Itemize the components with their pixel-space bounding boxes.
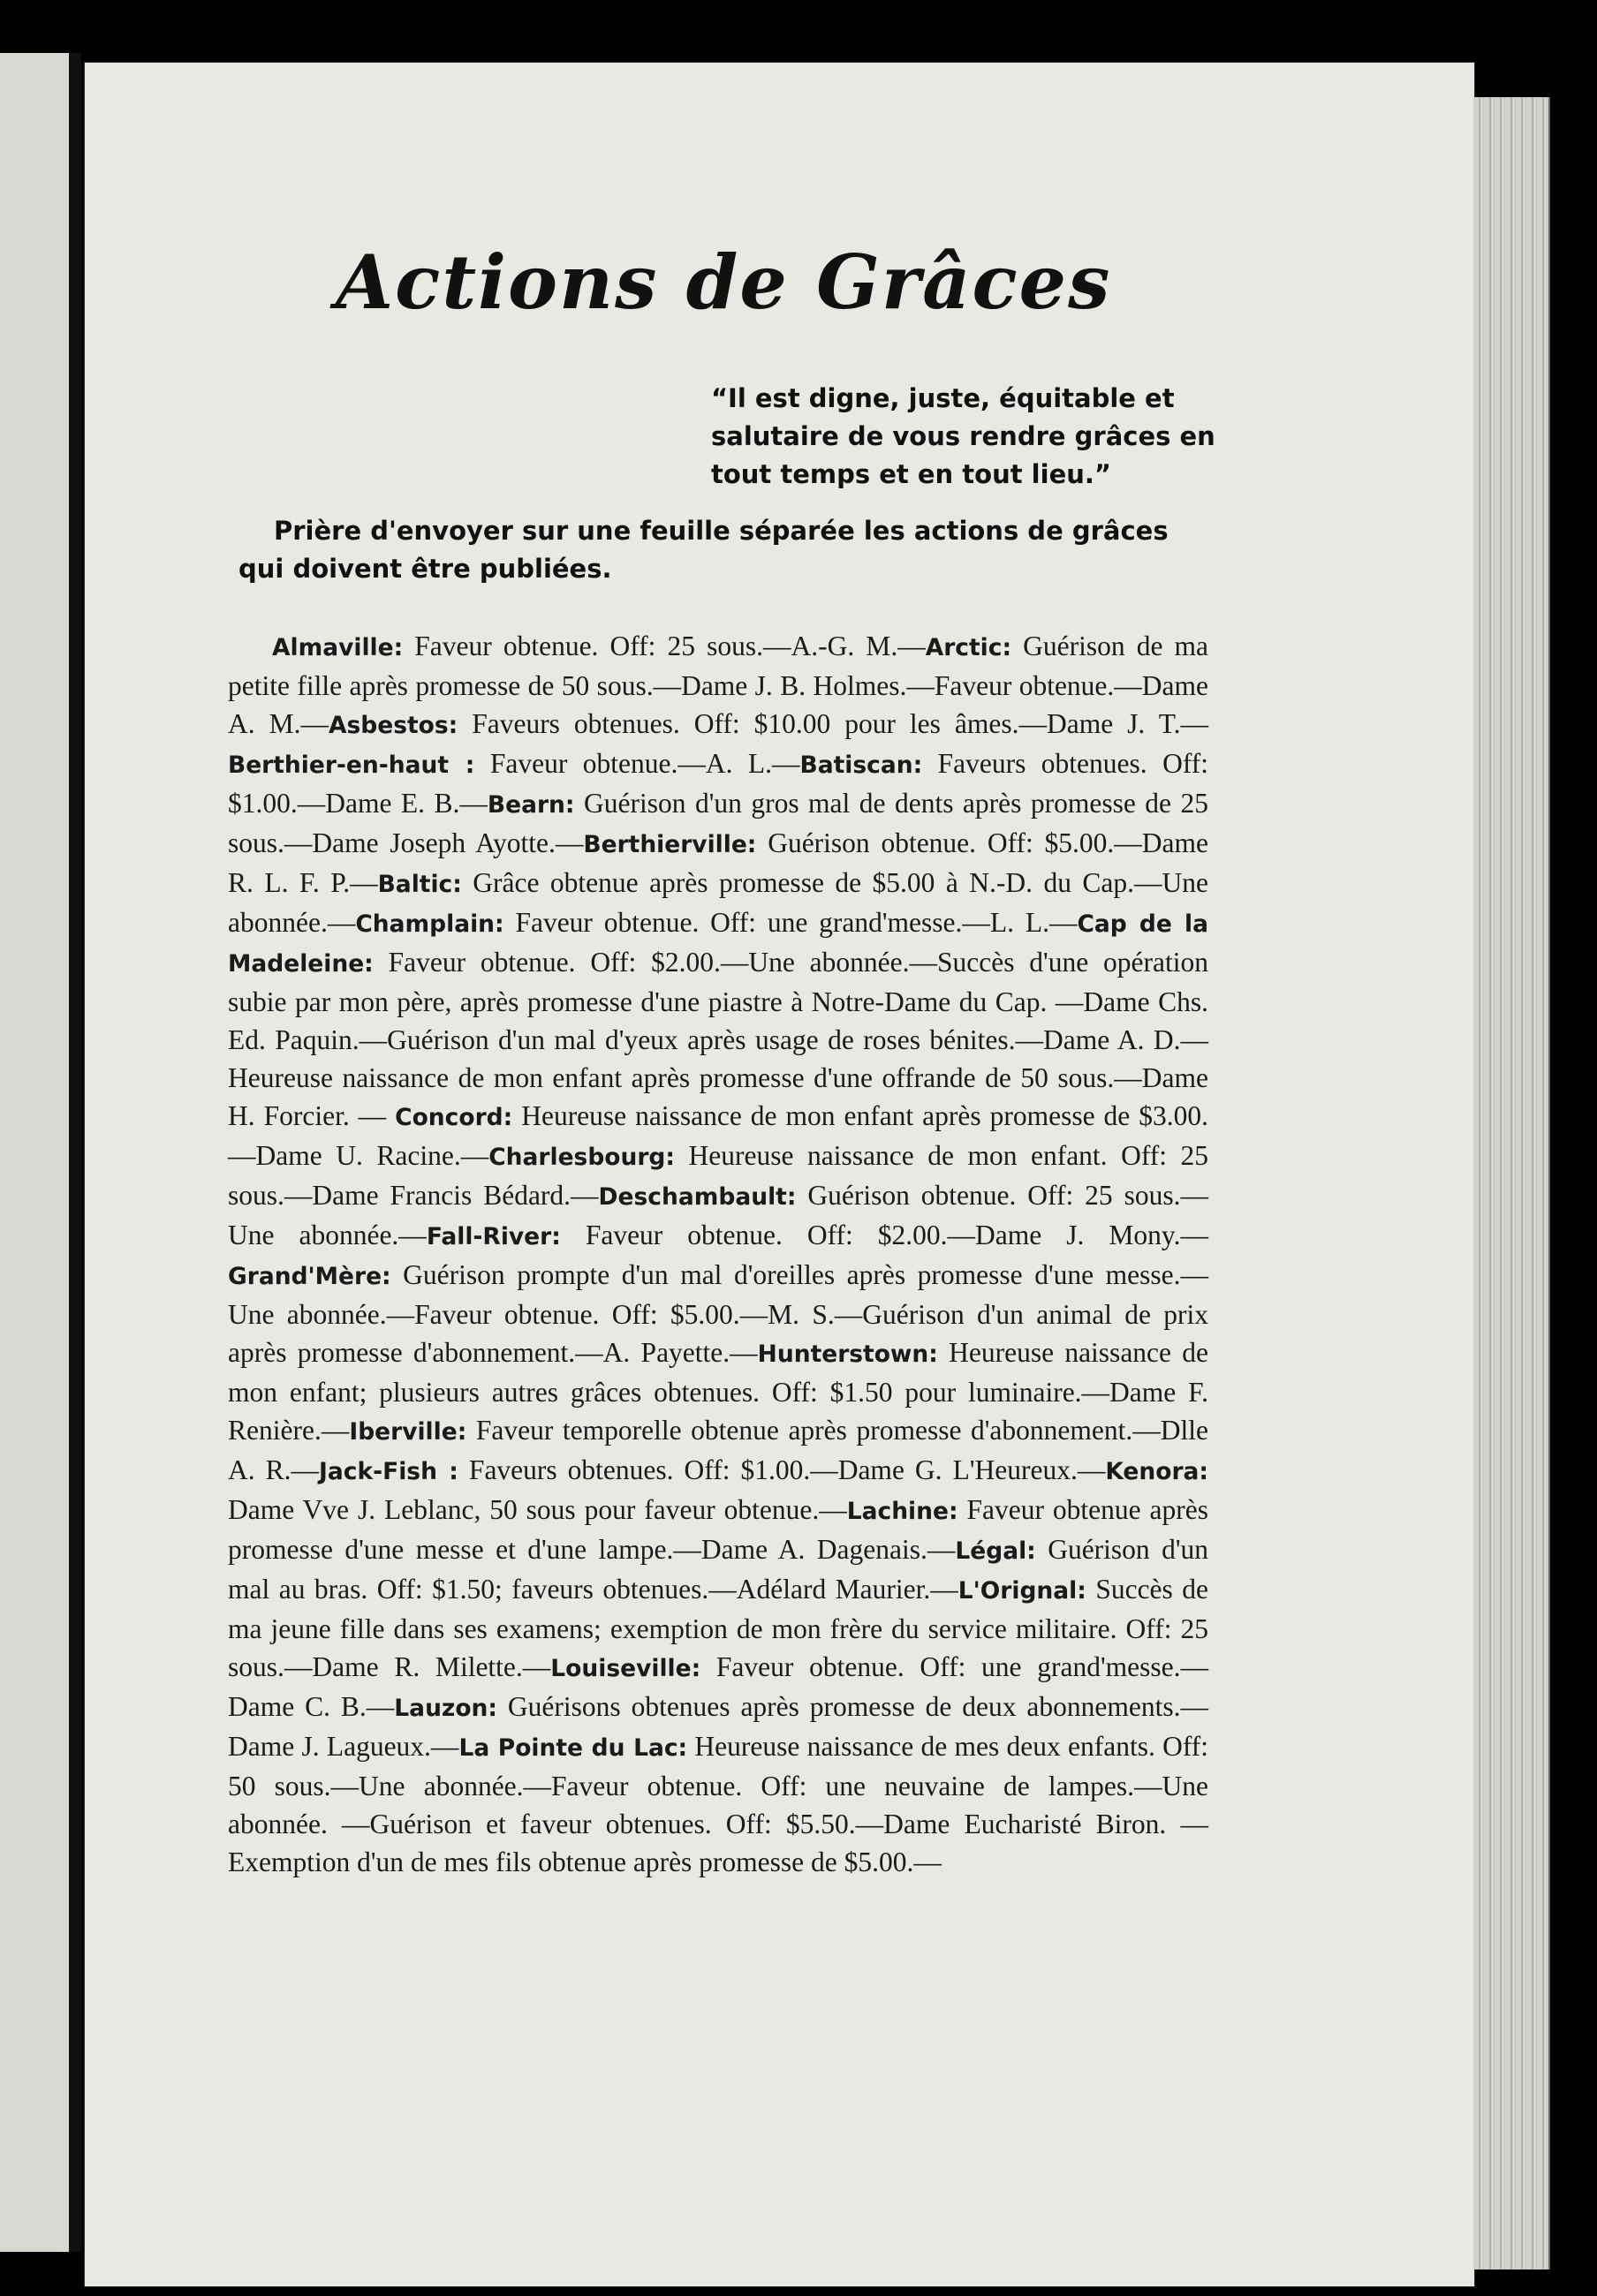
entry-text: Faveur obtenue. Off: une grand'messe.—L. L.— (503, 907, 1078, 938)
entry-place: Asbestos: (328, 712, 458, 739)
epigraph-quote: “Il est digne, juste, équitable et salutaire de vous rendre grâces en tout temps et en tout lieu.” (711, 383, 1215, 489)
entry-place: Grand'Mère: (228, 1263, 391, 1290)
entry-place: Légal: (955, 1537, 1036, 1565)
entry-place: Lachine: (846, 1498, 958, 1525)
entry-place: Batiscan: (799, 751, 923, 779)
entry-text: Heureuse naissance de mon enfant. Off: 25 sous.—Dame Francis Bédard.— (228, 1140, 1209, 1211)
entry-place: Arctic: (925, 634, 1012, 661)
entry-text: Guérisons obtenues après promesse de deux abonnements.—Dame J. Lagueux.— (228, 1691, 1209, 1762)
entry-text: Heureuse naissance de mon enfant après promesse de $3.00. —Dame U. Racine.— (228, 1100, 1208, 1171)
entry-place: Deschambault: (598, 1183, 797, 1211)
entry-place: Iberville: (349, 1418, 467, 1446)
entry-text: Guérison prompte d'un mal d'oreilles après promesse d'une messe.—Une abonnée.—Faveur obtenue. Off: $5.00.—M. S.—Guérison d'un animal de prix après promesse d'abonnement.—A. Payette.— (228, 1259, 1208, 1368)
entry-text: Guérison obtenue. Off: 25 sous.—Une abonnée.— (228, 1180, 1208, 1250)
entry-text: Faveur obtenue. Off: une grand'messe.—Dame C. B.— (228, 1651, 1208, 1722)
page-stack-edges (1473, 97, 1550, 2270)
page-title: Actions de Grâces (336, 238, 1112, 326)
entry-place: L'Orignal: (957, 1577, 1086, 1605)
entry-place: Charlesbourg: (488, 1144, 675, 1171)
entry-text: Faveurs obtenues. Off: $1.00.—Dame E. B.— (228, 748, 1208, 819)
submission-instruction: Prière d'envoyer sur une feuille séparée les actions de grâces qui doivent être publiées. (238, 516, 1169, 584)
entry-place: Berthier-en-haut : (228, 751, 475, 779)
entry-place: Concord: (395, 1104, 513, 1131)
entry-place: Fall-River: (426, 1223, 561, 1250)
entry-place: Almaville: (272, 634, 404, 661)
entry-place: Kenora: (1105, 1458, 1208, 1485)
entry-text: Faveur obtenue. Off: $2.00.—Dame J. Mony.— (560, 1220, 1208, 1250)
entry-text: Guérison d'un gros mal de dents après promesse de 25 sous.—Dame Joseph Ayotte.— (228, 788, 1209, 858)
entry-text: Faveurs obtenues. Off: $1.00.—Dame G. L'Heureux.— (458, 1454, 1106, 1485)
entry-text: Dame Vve J. Leblanc, 50 sous pour faveur obtenue.— (228, 1494, 847, 1525)
thanksgiving-entries (228, 627, 1208, 1881)
entry-place: Jack-Fish : (319, 1458, 458, 1485)
entry-text: Faveur obtenue après promesse d'une messe et d'une lampe.—Dame A. Dagenais.— (228, 1494, 1208, 1565)
entry-place: Bearn: (487, 791, 575, 819)
entry-place: Baltic: (377, 871, 462, 898)
entry-text: Faveur obtenue. Off: $2.00.—Une abonnée.—Succès d'une opération subie par mon père, après promesse d'une piastre à Notre-Dame du Cap. —Dame Chs. Ed. Paquin.—Guérison d'un mal d'yeux après usage de roses bénites.—Dame A. D.—Heureuse naissance de mon enfant après promesse d'une offrande de 50 sous.—Dame H. Forcier. — (228, 947, 1208, 1131)
entry-text: Faveur obtenue. Off: 25 sous.—A.-G. M.— (403, 631, 926, 661)
entry-place: La Pointe du Lac: (458, 1734, 688, 1762)
entry-text: Guérison de ma petite fille après promesse de 50 sous.—Dame J. B. Holmes.—Faveur obtenue.—Dame A. M.— (228, 631, 1209, 739)
entry-text: Faveurs obtenues. Off: $10.00 pour les âmes.—Dame J. T.— (458, 708, 1208, 739)
entry-place: Louiseville: (550, 1655, 701, 1682)
entry-place: Cap de la Madeleine: (228, 910, 1208, 978)
entry-text: Heureuse naissance de mes deux enfants. Off: 50 sous.—Une abonnée.—Faveur obtenue. Off: une neuvaine de lampes.—Une abonnée. —Guérison et faveur obtenues. Off: $5.50.—Dame Eucharisté Biron. —Exemption d'un de mes fils obtenue après promesse de $5.00.— (228, 1731, 1208, 1877)
entry-text: Guérison d'un mal au bras. Off: $1.50; faveurs obtenues.—Adélard Maurier.— (228, 1534, 1209, 1605)
entry-place: Hunterstown: (757, 1341, 938, 1368)
entry-text: Succès de ma jeune fille dans ses examens; exemption de mon frère du service militaire. Off: 25 sous.—Dame R. Milette.— (228, 1574, 1208, 1682)
entry-place: Champlain: (355, 910, 504, 938)
entry-text: Guérison obtenue. Off: $5.00.—Dame R. L. F. P.— (228, 827, 1208, 898)
entry-text: Faveur temporelle obtenue après promesse d'abonnement.—Dlle A. R.— (228, 1415, 1208, 1485)
entry-text: Faveur obtenue.—A. L.— (474, 748, 800, 779)
entry-text: Heureuse naissance de mon enfant; plusieurs autres grâces obtenues. Off: $1.50 pour luminaire.—Dame F. Renière.— (228, 1337, 1208, 1446)
entry-place: Berthierville: (583, 831, 757, 858)
entry-place: Lauzon: (394, 1695, 498, 1722)
facing-page-edge (0, 53, 71, 2252)
entry-text: Grâce obtenue après promesse de $5.00 à N.-D. du Cap.—Une abonnée.— (228, 867, 1209, 938)
